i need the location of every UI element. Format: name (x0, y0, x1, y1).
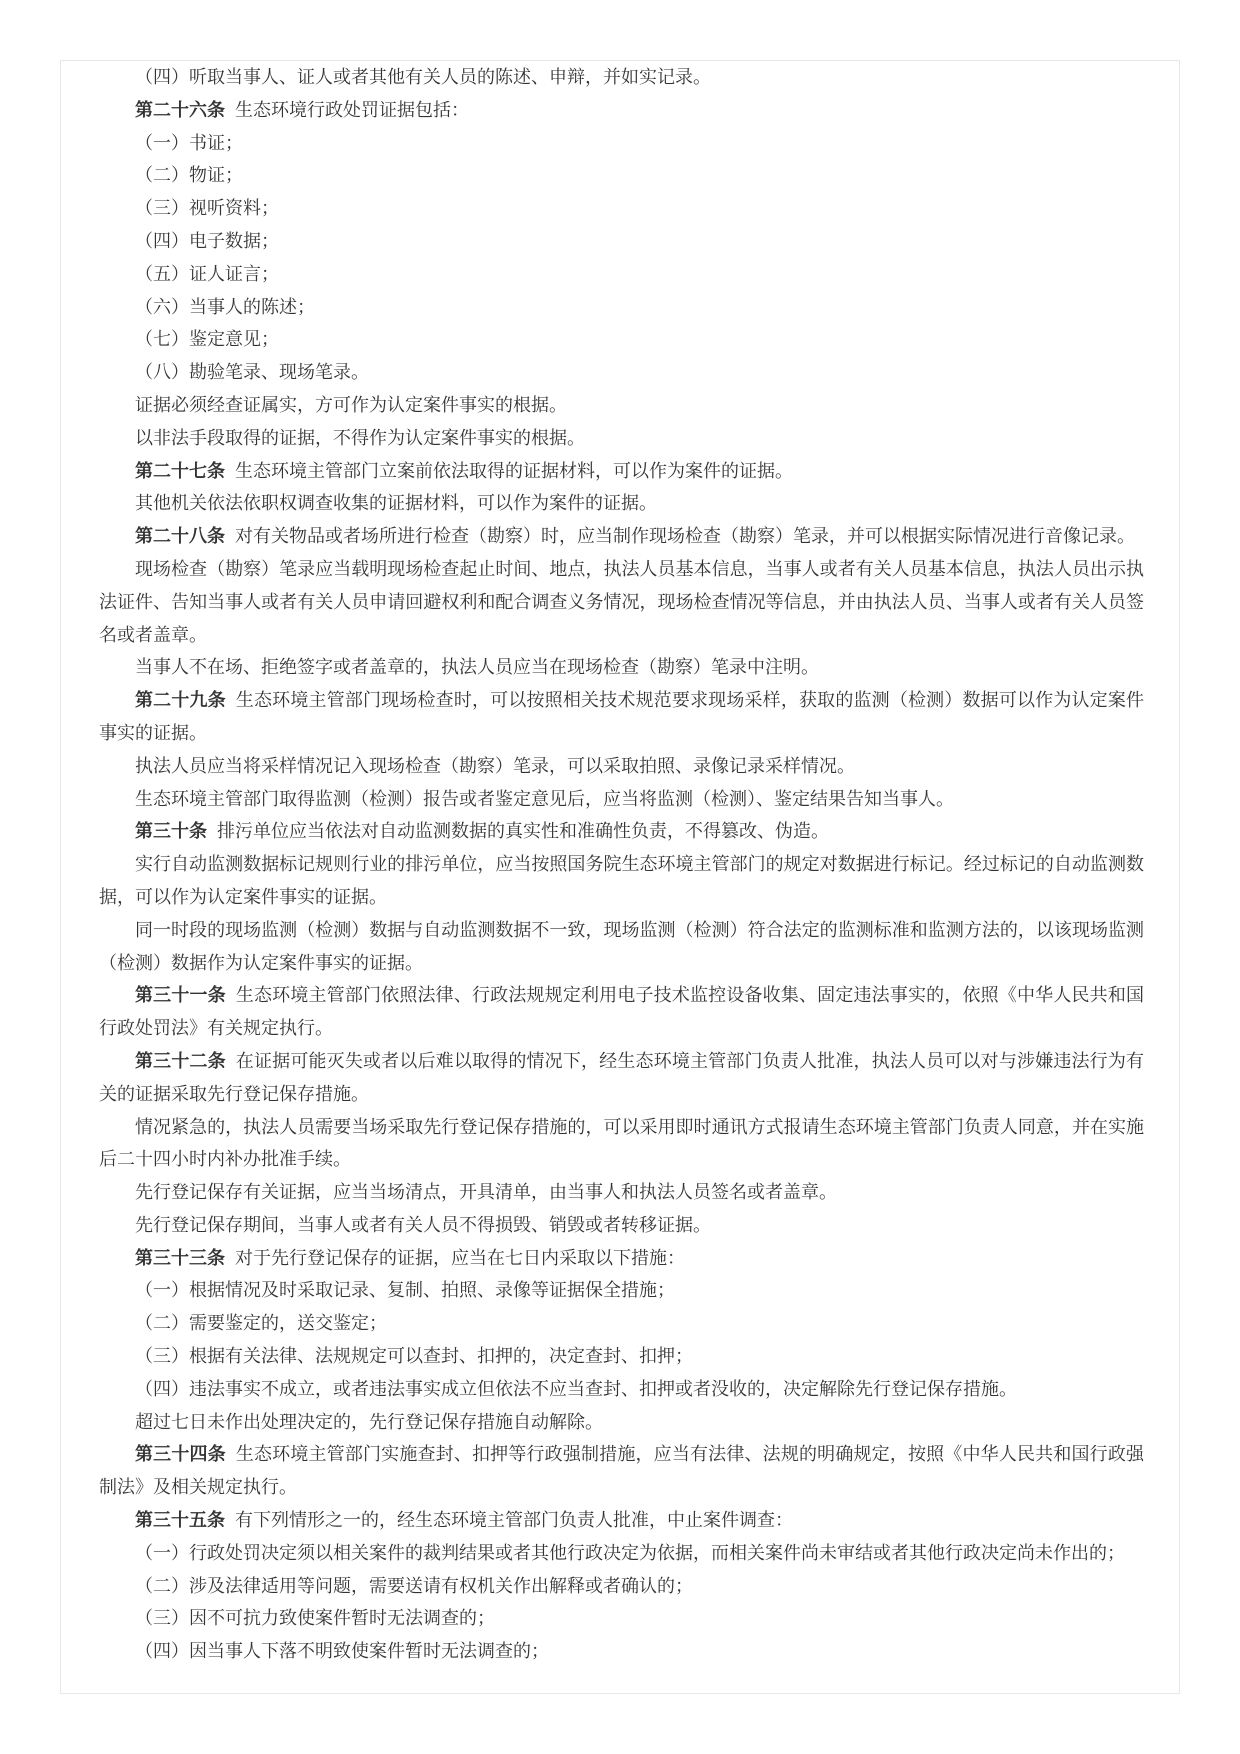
paragraph (99, 651, 1144, 684)
paragraph-text: 情况紧急的，执法人员需要当场采取先行登记保存措施的，可以采用即时通讯方式报请生态环境主管部门负责人同意，并在实施后二十四小时内补办批准手续。 (99, 1116, 1144, 1170)
paragraph (99, 914, 1144, 980)
paragraph (99, 94, 1144, 127)
paragraph (99, 1209, 1144, 1242)
paragraph (99, 684, 1144, 750)
paragraph (99, 553, 1144, 651)
article-number: 第三十二条 (135, 1050, 226, 1071)
paragraph-text: 执法人员应当将采样情况记入现场检查（勘察）笔录，可以采取拍照、录像记录采样情况。 (135, 755, 855, 776)
paragraph-text: 现场检查（勘察）笔录应当载明现场检查起止时间、地点，执法人员基本信息，当事人或者有关人员基本信息，执法人员出示执法证件、告知当事人或者有关人员申请回避权利和配合调查义务情况，现场检查情况等信息，并由执法人员、当事人或者有关人员签名或者盖章。 (99, 558, 1144, 645)
paragraph (99, 1373, 1144, 1406)
paragraph-text: 生态环境行政处罚证据包括： (235, 99, 469, 120)
article-number: 第二十八条 (135, 526, 225, 547)
paragraph (99, 520, 1144, 553)
paragraph (99, 815, 1144, 848)
paragraph-text: （三）视听资料； (135, 198, 279, 219)
paragraph (99, 979, 1144, 1045)
paragraph (99, 848, 1144, 914)
paragraph-text: 生态环境主管部门现场检查时，可以按照相关技术规范要求现场采样，获取的监测（检测）数据可以作为认定案件事实的证据。 (99, 690, 1145, 743)
paragraph-text: （五）证人证言； (135, 263, 279, 284)
paragraph-text: （一）书证； (135, 132, 243, 153)
paragraph (99, 1242, 1144, 1275)
paragraph (99, 192, 1144, 225)
paragraph-text: 有下列情形之一的，经生态环境主管部门负责人批准，中止案件调查： (235, 1510, 793, 1531)
article-number: 第三十条 (135, 821, 207, 842)
paragraph (99, 1307, 1144, 1340)
paragraph-text: （四）因当事人下落不明致使案件暂时无法调查的； (135, 1641, 549, 1662)
paragraph (99, 1045, 1144, 1111)
paragraph-text: （七）鉴定意见； (135, 329, 279, 350)
paragraph (99, 455, 1144, 488)
paragraph-text: 先行登记保存有关证据，应当当场清点，开具清单，由当事人和执法人员签名或者盖章。 (135, 1182, 837, 1203)
paragraph (99, 1111, 1144, 1177)
paragraph-text: （六）当事人的陈述； (135, 296, 315, 317)
document-page (60, 60, 1180, 1694)
paragraph-text: （二）物证； (135, 165, 243, 186)
paragraph (99, 1570, 1144, 1603)
paragraph-text: 生态环境主管部门取得监测（检测）报告或者鉴定意见后，应当将监测（检测）、鉴定结果告知当事人。 (135, 788, 954, 809)
paragraph (99, 159, 1144, 192)
paragraph-text: （四）违法事实不成立，或者违法事实成立但依法不应当查封、扣押或者没收的，决定解除先行登记保存措施。 (135, 1378, 1017, 1399)
paragraph-text: 排污单位应当依法对自动监测数据的真实性和准确性负责，不得篡改、伪造。 (217, 821, 829, 842)
article-number: 第二十九条 (135, 690, 226, 711)
paragraph-text: （二）需要鉴定的，送交鉴定； (135, 1313, 387, 1334)
paragraph (99, 291, 1144, 324)
paragraph-text: （四）电子数据； (135, 230, 279, 251)
paragraph (99, 422, 1144, 455)
paragraph (99, 1537, 1144, 1570)
document-body (99, 61, 1144, 1668)
paragraph-text: （四）听取当事人、证人或者其他有关人员的陈述、申辩，并如实记录。 (135, 67, 711, 87)
article-number: 第三十五条 (135, 1510, 225, 1531)
paragraph (99, 1406, 1144, 1439)
paragraph-text: （一）根据情况及时采取记录、复制、拍照、录像等证据保全措施； (135, 1280, 675, 1301)
paragraph-text: （八）勘验笔录、现场笔录。 (135, 362, 369, 383)
paragraph-text: 以非法手段取得的证据，不得作为认定案件事实的根据。 (135, 427, 585, 448)
paragraph (99, 750, 1144, 783)
paragraph-text: 实行自动监测数据标记规则行业的排污单位，应当按照国务院生态环境主管部门的规定对数据进行标记。经过标记的自动监测数据，可以作为认定案件事实的证据。 (99, 854, 1144, 907)
paragraph (99, 1504, 1144, 1537)
paragraph (99, 783, 1144, 816)
paragraph (99, 258, 1144, 291)
paragraph (99, 1438, 1144, 1504)
paragraph-text: （一）行政处罚决定须以相关案件的裁判结果或者其他行政决定为依据，而相关案件尚未审结或者其他行政决定尚未作出的； (135, 1542, 1125, 1563)
article-number: 第三十一条 (135, 985, 226, 1006)
article-number: 第三十四条 (135, 1444, 226, 1465)
paragraph (99, 1176, 1144, 1209)
paragraph (99, 127, 1144, 160)
paragraph (99, 225, 1144, 258)
article-number: 第三十三条 (135, 1247, 225, 1268)
paragraph-text: 对有关物品或者场所进行检查（勘察）时，应当制作现场检查（勘察）笔录，并可以根据实际情况进行音像记录。 (235, 526, 1135, 547)
paragraph (99, 487, 1144, 520)
paragraph (99, 1602, 1144, 1635)
paragraph-text: 生态环境主管部门实施查封、扣押等行政强制措施，应当有法律、法规的明确规定，按照《中华人民共和国行政强制法》及相关规定执行。 (99, 1444, 1145, 1498)
paragraph-text: 当事人不在场、拒绝签字或者盖章的，执法人员应当在现场检查（勘察）笔录中注明。 (135, 657, 819, 678)
paragraph (99, 1274, 1144, 1307)
paragraph-text: 超过七日未作出处理决定的，先行登记保存措施自动解除。 (135, 1411, 603, 1432)
paragraph (99, 356, 1144, 389)
paragraph-text: （二）涉及法律适用等问题，需要送请有权机关作出解释或者确认的； (135, 1575, 693, 1596)
paragraph-text: 先行登记保存期间，当事人或者有关人员不得损毁、销毁或者转移证据。 (135, 1214, 711, 1235)
paragraph-text: （三）根据有关法律、法规规定可以查封、扣押的，决定查封、扣押； (135, 1346, 693, 1367)
paragraph-text: 其他机关依法依职权调查收集的证据材料，可以作为案件的证据。 (135, 493, 657, 514)
article-number: 第二十六条 (135, 99, 225, 120)
paragraph (99, 1340, 1144, 1373)
paragraph (99, 61, 1144, 94)
paragraph (99, 389, 1144, 422)
paragraph-text: 在证据可能灭失或者以后难以取得的情况下，经生态环境主管部门负责人批准，执法人员可以对与涉嫌违法行为有关的证据采取先行登记保存措施。 (99, 1050, 1145, 1104)
paragraph-text: 生态环境主管部门依照法律、行政法规规定利用电子技术监控设备收集、固定违法事实的，依照《中华人民共和国行政处罚法》有关规定执行。 (99, 985, 1145, 1039)
paragraph-text: 证据必须经查证属实，方可作为认定案件事实的根据。 (135, 394, 567, 415)
paragraph-text: 对于先行登记保存的证据，应当在七日内采取以下措施： (235, 1247, 685, 1268)
paragraph-text: （三）因不可抗力致使案件暂时无法调查的； (135, 1608, 495, 1629)
paragraph (99, 323, 1144, 356)
paragraph-text: 生态环境主管部门立案前依法取得的证据材料，可以作为案件的证据。 (235, 460, 793, 481)
paragraph-text: 同一时段的现场监测（检测）数据与自动监测数据不一致，现场监测（检测）符合法定的监测标准和监测方法的，以该现场监测（检测）数据作为认定案件事实的证据。 (99, 919, 1144, 973)
article-number: 第二十七条 (135, 460, 225, 481)
paragraph (99, 1635, 1144, 1668)
